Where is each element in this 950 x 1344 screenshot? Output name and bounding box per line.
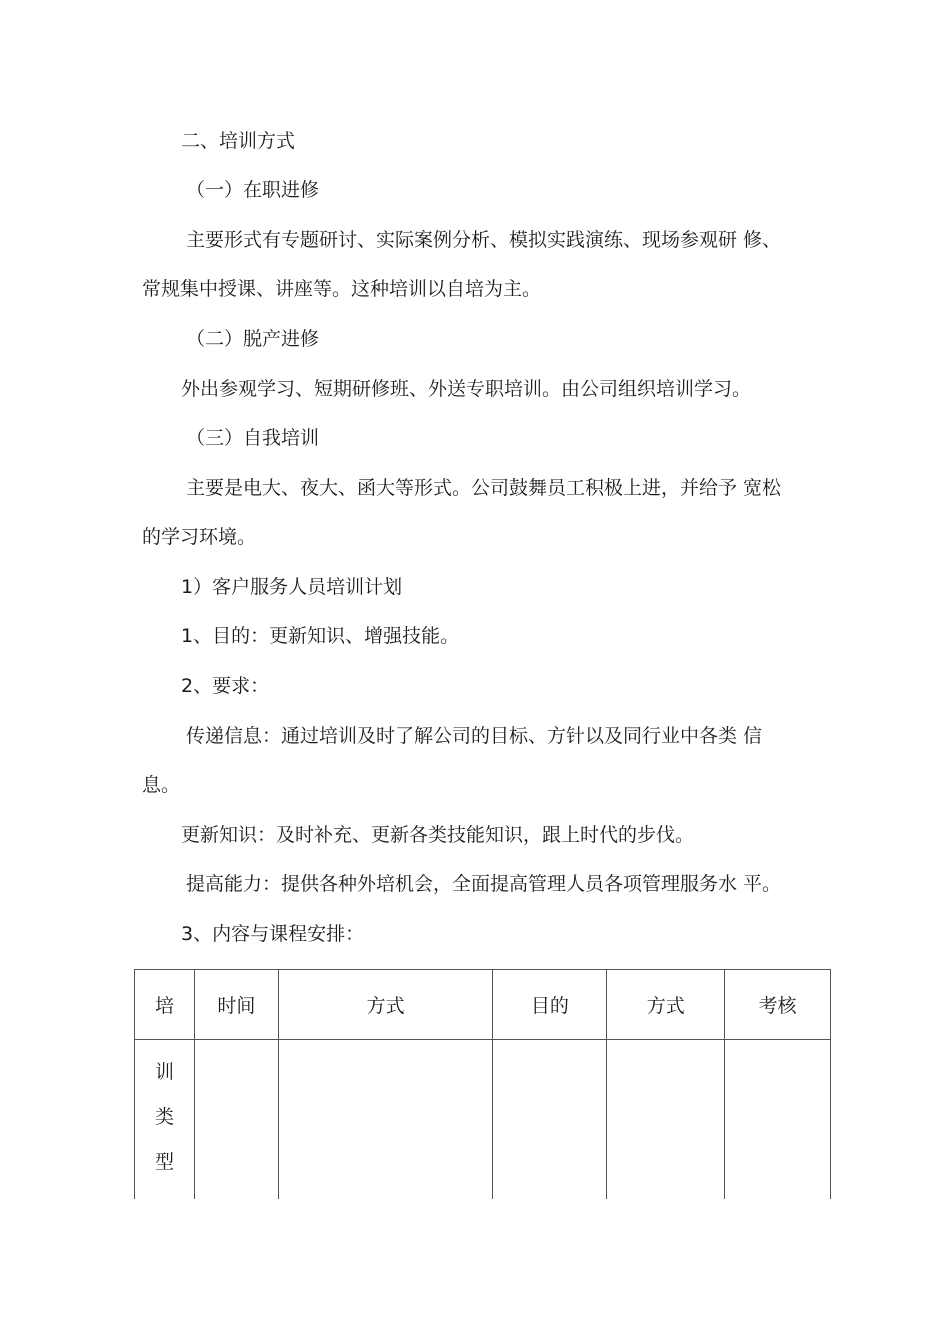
table-cell: [278, 1040, 493, 1200]
table-header-cell: 方式: [278, 970, 493, 1040]
item-content-schedule: 3、内容与课程安排：: [181, 923, 365, 945]
table-header-cell: 考核: [725, 970, 831, 1040]
paragraph-transmit-info-line2: 息。: [142, 774, 181, 796]
paragraph-on-job-line2: 常规集中授课、讲座等。这种培训以自培为主。: [142, 278, 542, 300]
course-schedule-table: [134, 969, 831, 1199]
vertical-char: 训: [154, 1061, 174, 1083]
table-row: [135, 1040, 831, 1200]
table-header-cell: 方式: [607, 970, 725, 1040]
table-cell: [607, 1040, 725, 1200]
table-header-cell: 时间: [194, 970, 278, 1040]
paragraph-transmit-info-line1: 传递信息：通过培训及时了解公司的目标、方针以及同行业中各类 信: [186, 725, 763, 747]
item-purpose: 1、目的：更新知识、增强技能。: [181, 625, 460, 647]
table-header-cell: 目的: [493, 970, 607, 1040]
table-header-cell: 培: [135, 970, 195, 1040]
heading-customer-service-plan: 1）客户服务人员培训计划: [181, 576, 403, 598]
vertical-char: 类: [154, 1106, 174, 1128]
table-cell: [725, 1040, 831, 1200]
subheading-self-training: （三）自我培训: [186, 427, 320, 449]
subheading-off-job: （二）脱产进修: [186, 328, 320, 350]
paragraph-self-training-line2: 的学习环境。: [142, 526, 257, 548]
item-requirements: 2、要求：: [181, 675, 270, 697]
table-header-row: [135, 970, 831, 1040]
table-cell: [493, 1040, 607, 1200]
table-cell: [194, 1040, 278, 1200]
section-heading-training-methods: 二、培训方式: [181, 130, 296, 152]
paragraph-update-knowledge: 更新知识：及时补充、更新各类技能知识，跟上时代的步伐。: [181, 824, 695, 846]
table-cell-training-type: [135, 1040, 195, 1200]
vertical-char: 型: [154, 1151, 174, 1173]
paragraph-on-job-line1: 主要形式有专题研讨、实际案例分析、模拟实践演练、现场参观研 修、: [186, 229, 782, 251]
subheading-on-job: （一）在职进修: [186, 179, 320, 201]
paragraph-off-job: 外出参观学习、短期研修班、外送专职培训。由公司组织培训学习。: [181, 378, 752, 400]
paragraph-self-training-line1: 主要是电大、夜大、函大等形式。公司鼓舞员工积极上进，并给予 宽松: [186, 477, 782, 499]
paragraph-improve-ability: 提高能力：提供各种外培机会，全面提高管理人员各项管理服务水 平。: [186, 873, 782, 895]
